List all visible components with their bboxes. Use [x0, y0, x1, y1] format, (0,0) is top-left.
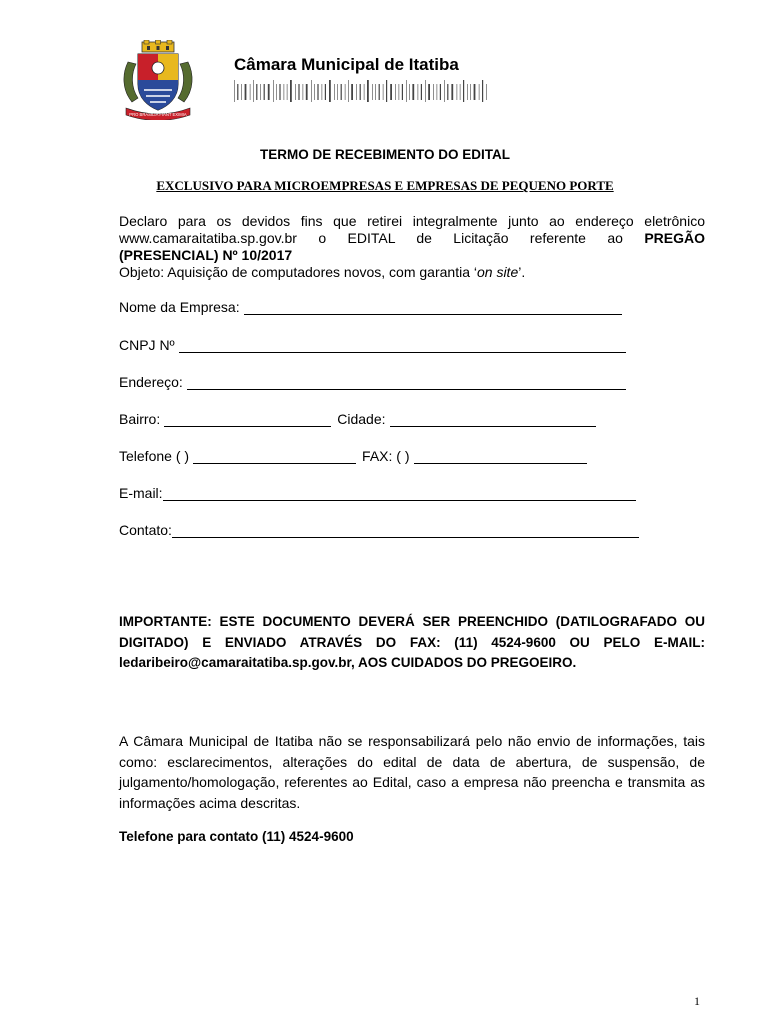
barcode-icon	[234, 78, 490, 102]
company-input-line[interactable]	[244, 300, 622, 315]
website-url: www.camaraitatiba.sp.gov.br	[119, 230, 297, 246]
contact-label: Contato:	[119, 522, 172, 538]
city-input-line[interactable]	[390, 412, 596, 427]
object-prefix: Objeto: Aquisição de computadores novos, com garantia ‘	[119, 264, 477, 280]
responsibility-notice: A Câmara Municipal de Itatiba não se responsabilizará pelo não envio de informações, tais como: esclarecimentos, alterações do edital de data de abertura, de suspensão, de julgamento/homologação, referentes ao Edital, caso a empresa não preencha e transmita as informações acima descritas.	[119, 733, 705, 811]
district-label: Bairro:	[119, 411, 161, 427]
declaration-line-2	[119, 230, 705, 247]
declaration-pregao: PREGÃO	[644, 230, 706, 246]
contact-phone: Telefone para contato (11) 4524-9600	[119, 829, 354, 844]
company-label: Nome da Empresa:	[119, 299, 240, 315]
cnpj-input-line[interactable]	[179, 338, 626, 353]
contact-input-line[interactable]	[172, 523, 639, 538]
contact-field	[119, 520, 639, 538]
declaration-line-2-text: o EDITAL de Licitação referente ao	[318, 230, 623, 246]
email-input-line[interactable]	[163, 486, 636, 501]
cnpj-field	[119, 335, 626, 353]
address-label: Endereço:	[119, 374, 183, 390]
declaration-line-3: (PRESENCIAL) Nº 10/2017	[119, 247, 293, 263]
document-subtitle: EXCLUSIVO PARA MICROEMPRESAS E EMPRESAS DE PEQUENO PORTE	[156, 178, 614, 193]
declaration-text	[119, 213, 705, 281]
address-field	[119, 372, 626, 390]
fax-label: FAX: ( )	[362, 448, 410, 464]
district-input-line[interactable]	[164, 412, 331, 427]
object-suffix: ’.	[518, 264, 526, 280]
crest-motto: PRO BRASILIA FIANT EXIMIA	[129, 112, 187, 117]
crest-icon	[118, 40, 198, 120]
company-field	[119, 297, 622, 315]
phone-fax-field	[119, 446, 587, 464]
phone-input-line[interactable]	[193, 449, 356, 464]
important-notice: IMPORTANTE: ESTE DOCUMENTO DEVERÁ SER PREENCHIDO (DATILOGRAFADO OU DIGITADO) E ENVIADO ATRAVÉS DO FAX: (11) 4524-9600 OU PELO E-MAIL: ledaribeiro@camaraitatiba.sp.gov.br, AOS CUIDADOS DO PREGOEIRO.	[119, 614, 705, 670]
declaration-line-1: Declaro para os devidos fins que retirei integralmente junto ao endereço eletrônico	[119, 213, 705, 229]
phone-label: Telefone ( )	[119, 448, 190, 464]
email-label: E-mail:	[119, 485, 163, 501]
document-title: TERMO DE RECEBIMENTO DO EDITAL	[259, 147, 510, 162]
org-name: Câmara Municipal de Itatiba	[234, 55, 459, 74]
email-field	[119, 483, 636, 501]
page-number: 1	[694, 994, 700, 1008]
object-on-site: on site	[476, 264, 519, 280]
cnpj-label: CNPJ Nº	[119, 337, 175, 353]
address-input-line[interactable]	[187, 375, 626, 390]
fax-input-line[interactable]	[414, 449, 587, 464]
district-city-field	[119, 409, 596, 427]
city-label: Cidade:	[337, 411, 386, 427]
object-line	[119, 264, 705, 281]
